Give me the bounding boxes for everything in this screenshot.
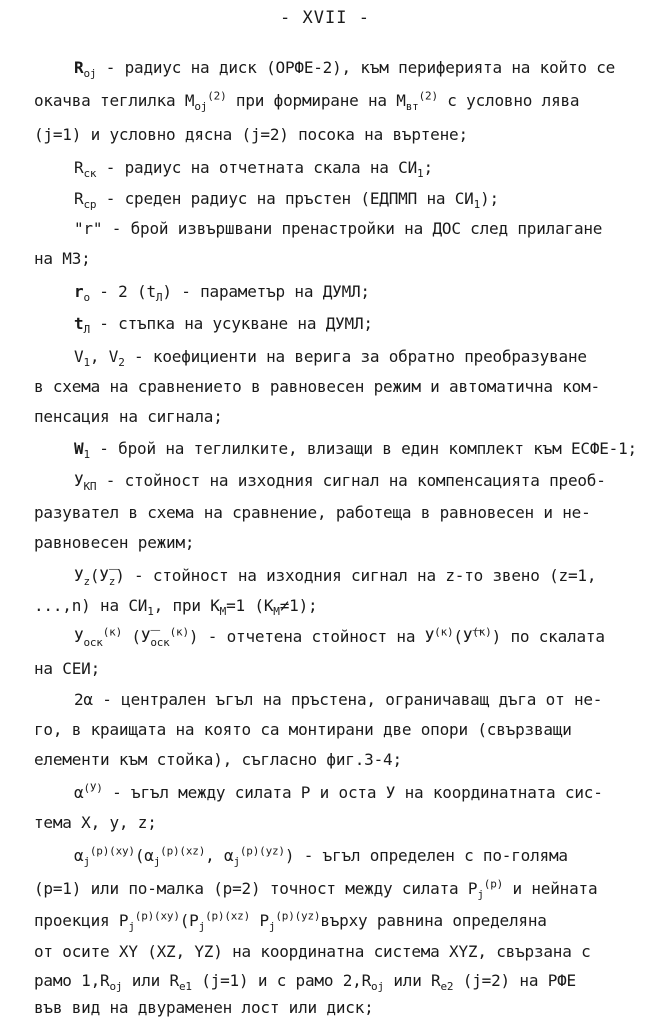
text-line: $\alpha^{(У)}$ - ъгъл между силата Р и оста У на координатната сис- <box>74 781 603 802</box>
text-line: $\alpha_j^{(p)(xy)}(\alpha_j^{(p)(xz)}$, $\alpha_j^{(p)(yz)}$) - ъгъл определен с по-голяма <box>74 844 568 869</box>
text-line: ...,n) на $СИ_1$, при $K_M=1$ $(K_M\ne 1)$; <box>34 596 318 619</box>
text-line: $У_z(У̅_z)$ - стойност на изходния сигнал на z-то звено (z=1, <box>74 566 597 589</box>
text-line: във вид на двураменен лост или диск; <box>34 998 374 1017</box>
text-line: тема X, y, z; <box>34 813 157 832</box>
text-line: $R_{ср}$ - среден радиус на пръстен (ЕДПМП на $СИ_1$); <box>74 189 499 212</box>
text-line: проекция $P_j^{(p)(xy)}(P_j^{(p)(xz)}$ $P_j^{(p)(yz)}върху$ равнина определяна <box>34 909 547 934</box>
text-line: $V_1$, $V_2$ - коефициенти на верига за обратно преобразуване <box>74 347 587 370</box>
text-line: разувател в схема на сравнение, работеща в равновесен и не- <box>34 503 591 522</box>
text-line: го, в краищата на която са монтирани две опори (свързващи <box>34 720 572 739</box>
text-line: (j=1) и условно дясна (j=2) посока на въртене; <box>34 125 468 144</box>
text-line: пенсация на сигнала; <box>34 407 223 426</box>
text-line: в схема на сравнението в равновесен режим и автоматична ком- <box>34 377 600 396</box>
text-line: $r_o - 2$ $(t_Л)$ - параметър на ДУМЛ; <box>74 282 370 305</box>
text-line: окачва теглилка $M_{oj}^{(2)}$ при формиране на $M_{вт}^{(2)}$ с условно лява <box>34 89 580 114</box>
text-line: $R_{ск}$ - радиус на отчетната скала на $СИ_1$; <box>74 158 433 181</box>
text-line: 2α - централен ъгъл на пръстена, ограничаващ дъга от не- <box>74 690 603 709</box>
text-line: от осите XY (XZ, YZ) на координатна система XYZ, свързана с <box>34 942 591 961</box>
text-line: $У_{оск}^{(к)}$ $(У̅_{оск}^{(к)})$ - отчетена стойност на $У^{(к)}(У̅^{(к)})$ по скалата <box>74 625 605 650</box>
text-line: на СЕИ; <box>34 659 101 678</box>
page-number-header: - XVII - <box>280 8 370 28</box>
text-line: елементи към стойка), съгласно фиг.3-4; <box>34 750 402 769</box>
text-line: $W_1$ - брой на теглилките, влизащи в един комплект към ЕСФЕ-1; <box>74 439 637 462</box>
text-line: $R_{oj}$ - радиус на диск (ОРФЕ-2), към периферията на който се <box>74 58 616 81</box>
text-line: (p=1) или по-малка (p=2) точност между силата $P_j^{(p)}$ и нейната <box>34 877 598 902</box>
text-line: равновесен режим; <box>34 533 195 552</box>
text-line: "r" - брой извършвани пренастройки на ДОС след прилагане <box>74 219 603 238</box>
text-line: $У_{КП}$ - стойност на изходния сигнал на компенсацията преоб- <box>74 471 606 494</box>
text-line: $t_Л$ - стъпка на усукване на ДУМЛ; <box>74 314 373 337</box>
text-line: на МЗ; <box>34 249 91 268</box>
text-line: рамо $1,R_{oj}$ или $R_{e1}$ (j=1) и с рамо $2,R_{oj}$ или $R_{e2}$ (j=2) на РФЕ <box>34 971 576 994</box>
